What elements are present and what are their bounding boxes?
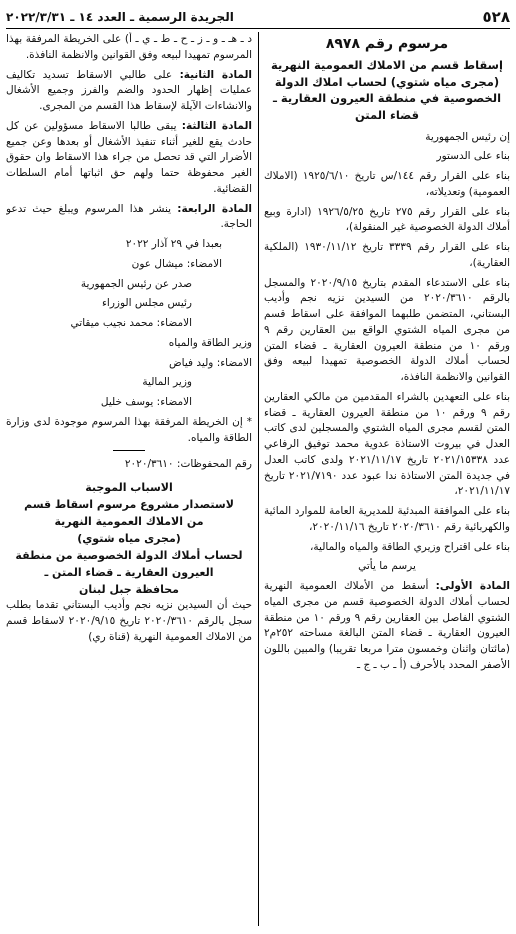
separator	[113, 450, 145, 451]
reasons-line: لحساب أملاك الدولة الخصوصية من منطقة	[15, 549, 243, 563]
preamble-paragraph: بناء على القرار رقم ١٤٤/س تاريخ ١٩٢٥/٦/١٠ (الاملاك العمومية) وتعديلاته،	[264, 170, 510, 198]
reasons-line: من الاملاك العمومية النهرية	[54, 515, 204, 529]
date-line: بعبدا في ٢٩ آذار ٢٠٢٢	[125, 238, 222, 250]
decrees-line: يرسم ما يأتي	[358, 560, 416, 573]
article-text: يبقى طالبا الاسقاط مسؤولين عن كل حادث يقع للغير أثناء تنفيذ الأشغال أو بعدها وعن جميع الأضرار التي قد تحصل من جراء هذا الاسقاط وان حقوق الغير محفوظة حتما ولهم حق اثباتها أمام السلطات القضائية.	[6, 119, 252, 195]
reasons-line: محافظة جبل لبنان	[79, 583, 179, 597]
preamble-paragraph: بناء على الدستور	[436, 150, 510, 163]
preamble-paragraph: بناء على الاستدعاء المقدم بتاريخ ٢٠٢٠/٩/١٥ والمسجل بالرقم ٢٠٢٠/٣٦١٠ من السيدين نزيه نجم وأديب البستاني، المتضمن طلبهما الموافقة على اسقاط قسم من مجرى المياه الشتوي الواقع بين العقارين رقم ٩ ورقم ١٠ من منطقة العيرون العقارية ـ قضاء المتن لحساب أملاك الدولة الخصوصية تمهيدا لبيعه وفق القوانين والانظمة النافذة،	[264, 276, 510, 384]
subject-line: الخصوصية في منطقة العيرون العقارية ـ	[272, 91, 502, 106]
reasons-line: الاسباب الموجبة	[85, 481, 173, 494]
article-label: المادة الثالثة:	[181, 119, 252, 132]
finance-minister-title: وزير المالية	[142, 376, 192, 389]
page-number: ٥٢٨	[482, 8, 510, 26]
article-text: ينشر هذا المرسوم ويبلغ حيث تدعو الحاجة.	[6, 202, 252, 231]
reasons-heading	[6, 479, 252, 598]
pm-signature: الامضاء: محمد نجيب ميقاتي	[70, 317, 192, 329]
reasons-line: لاستصدار مشروع مرسوم اسقاط قسم	[24, 498, 234, 512]
issued-by: صدر عن رئيس الجمهورية	[80, 277, 192, 290]
energy-minister-title: وزير الطاقة والمياه	[168, 336, 252, 349]
preamble-paragraph: بناء على الموافقة المبدئية للمديرية العامة للموارد المائية والكهربائية رقم ٢٠٢٠/٣٦١٠ تاريخ ٢٠٢٠/١١/١٦،	[264, 505, 510, 533]
energy-minister-signature: الامضاء: وليد فياض	[168, 356, 252, 369]
subject-line: إسقاط قسم من الاملاك العمومية النهرية	[271, 58, 503, 72]
right-column	[264, 32, 510, 928]
article-label: المادة الأولى:	[435, 580, 510, 593]
article-label: المادة الثانية:	[179, 68, 252, 81]
president-signature: الامضاء: ميشال عون	[131, 257, 222, 270]
article-label: المادة الرابعة:	[177, 202, 252, 215]
article-3	[6, 119, 252, 198]
decree-title: مرسوم رقم ٨٩٧٨	[325, 36, 449, 52]
subject-line: قضاء المتن	[354, 108, 420, 123]
column-divider	[258, 32, 259, 926]
decree-subject	[264, 57, 510, 124]
reasons-line: (مجرى مياه شتوي)	[77, 532, 181, 546]
archive-number: رقم المحفوظات: ٢٠٢٠/٣٦١٠	[124, 458, 252, 471]
preamble-paragraph: بناء على التعهدين بالشراء المقدمين من مالكي العقارين رقم ٩ ورقم ١٠ من منطقة العيرون العقارية ـ قضاء المتن لقسم مجرى المياه الشتوي والمسجلين لدى كاتب العدل في بيروت الاستاذة عدوية محمد توفيق الرفاعي عدد ٢٠٢١/١٥٣٣٨ تاريخ ٢٠٢١/١١/١٧ ولدى كاتب العدل في جديدة المتن الاستاذة ندا عبود عدد ٢٠٢١/٧١٩٠ تاريخ ٢٠٢١/١١/١٧،	[264, 390, 510, 498]
article-1	[264, 579, 510, 674]
preamble-paragraph: بناء على اقتراح وزيري الطاقة والمياه والمالية،	[310, 540, 510, 553]
reasons-paragraph: حيث أن السيدين نزيه نجم وأديب البستاني تقدما بطلب سجل بالرقم ٢٠٢٠/٣٦١٠ تاريخ ٢٠٢٠/٩/١٥ لاسقاط قسم من الاملاك العمومية النهرية (قناة ري)	[6, 599, 252, 643]
article-4	[6, 202, 252, 234]
article-2	[6, 68, 252, 115]
subject-line: (مجرى مياه شتوي) لحساب املاك الدولة	[274, 74, 500, 89]
reasons-line: العيرون العقارية ـ قضاء المتن ـ	[44, 566, 214, 580]
preamble-paragraph: بناء على القرار رقم ٣٣٣٩ تاريخ ١٩٣٠/١١/١٢ (الملكية العقارية)،	[264, 241, 510, 269]
finance-minister-signature: الامضاء: يوسف خليل	[100, 396, 192, 408]
article-text: على طالبي الاسقاط تسديد تكاليف عمليات إظهار الحدود والضم والفرز وجميع الأشغال والانشاءات الآيلة لإسقاط هذا القسم من المجرى.	[6, 68, 252, 112]
gazette-issue: الجريدة الرسمية ـ العدد ١٤ ـ ٢٠٢٢/٣/٣١	[6, 10, 234, 24]
article-text: أسقط من الأملاك العمومية النهرية لحساب أملاك الدولة الخصوصية قسم من مجرى المياه الشتوي الفاصل بين العقارين رقم ٩ ورقم ١٠ من منطقة العيرون العقارية ـ قضاء المتن البالغة مساحته ٢٥٢م٢ (مائتان واثنان وخمسون مترا مربعا تقريبا) والمبين باللون الأصفر المحدد بالأحرف (أ ـ ب ـ ج ـ	[264, 580, 510, 671]
page-header	[6, 6, 510, 29]
preamble-paragraph: بناء على القرار رقم ٢٧٥ تاريخ ١٩٢٦/٥/٢٥ (ادارة وبيع أملاك الدولة الخصوصية غير المنقولة)،	[264, 205, 510, 234]
left-column	[6, 32, 252, 928]
map-note: * إن الخريطة المرفقة بهذا المرسوم موجودة لدى وزارة الطاقة والمياه.	[6, 415, 252, 444]
article-1-continuation: د ـ هـ ـ و ـ ز ـ ح ـ ط ـ ي ـ أ) على الخريطة المرفقة بهذا المرسوم تمهيدا لبيعه وفق القوانين والانظمة النافذة.	[6, 33, 252, 61]
preamble-paragraph: إن رئيس الجمهورية	[425, 130, 510, 143]
pm-title: رئيس مجلس الوزراء	[101, 297, 192, 310]
